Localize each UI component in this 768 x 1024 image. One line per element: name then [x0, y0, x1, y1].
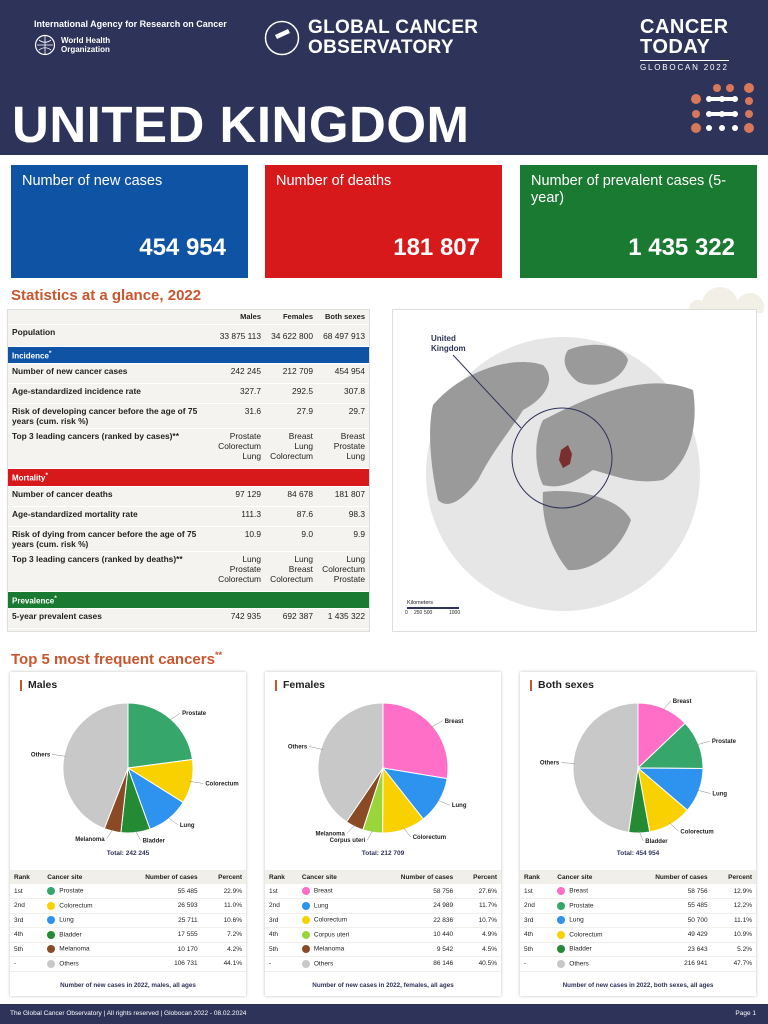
top5-title-sup: **	[214, 650, 222, 660]
scale-tick-2: 500	[424, 610, 433, 616]
row-label: Age-standardized mortality rate	[8, 506, 213, 526]
who-line-2: Organization	[61, 45, 110, 54]
globe-map	[392, 309, 757, 632]
table-row	[520, 957, 756, 972]
pie-label: Prostate	[711, 739, 736, 746]
percent-cell: 10.9%	[712, 928, 756, 943]
rank-cell: 2nd	[265, 899, 298, 914]
col-header: Both sexes	[317, 310, 369, 324]
site-cell	[298, 942, 374, 957]
who-emblem-icon	[34, 34, 56, 56]
cell: 242 245	[213, 364, 265, 384]
band-label: Prevalence	[12, 596, 55, 606]
pie-leader-line	[669, 823, 678, 832]
percent-cell: 11.7%	[457, 899, 501, 914]
cell: Lung Prostate Colorectum	[213, 551, 265, 591]
kpi-value: 1 435 322	[628, 234, 735, 261]
cases-cell: 23 643	[627, 942, 711, 957]
pie-leader-line	[431, 721, 443, 727]
th-rank: Rank	[520, 870, 553, 884]
stat-row	[8, 526, 369, 551]
pie-label: Bladder	[142, 838, 165, 845]
site-name: Breast	[569, 887, 589, 895]
pie-label: Lung	[179, 822, 195, 829]
table-row	[10, 913, 246, 928]
iarc-name: International Agency for Research on Cancer	[34, 19, 227, 29]
cell: Lung Colorectum Prostate	[317, 551, 369, 591]
cases-cell: 106 731	[117, 957, 201, 972]
rank-cell: 4th	[265, 928, 298, 943]
th-percent: Percent	[202, 870, 246, 884]
pie-label: Lung	[712, 791, 728, 798]
legend-dot-icon	[557, 902, 565, 910]
footer-text: The Global Cancer Observatory | All rights reserved | Globocan 2022 - 08.02.2024	[10, 1010, 247, 1017]
stat-row	[8, 429, 369, 469]
cases-cell: 58 756	[374, 884, 457, 899]
rank-cell: 5th	[520, 942, 553, 957]
site-name: Corpus uteri	[313, 931, 350, 939]
legend-dot-icon	[302, 931, 310, 939]
row-label: 5-year prevalent cases	[8, 609, 213, 629]
scale-tick-1: 250	[414, 610, 423, 616]
legend-dot-icon	[302, 887, 310, 895]
pie-chart-males	[10, 698, 246, 853]
table-row	[265, 899, 501, 914]
card-caption: Number of new cases in 2022, both sexes, all ages	[562, 982, 714, 989]
site-name: Lung	[59, 916, 74, 924]
cases-cell: 50 700	[627, 913, 711, 928]
site-cell	[553, 899, 627, 914]
cases-cell: 22 836	[374, 913, 457, 928]
rank-cell: 2nd	[10, 899, 43, 914]
cell: 9.0	[265, 526, 317, 551]
decorative-dots-icon	[690, 82, 760, 138]
rank-cell: 3rd	[10, 913, 43, 928]
row-label: Risk of dying from cancer before the age of 75 years (cum. risk %)	[8, 526, 213, 551]
rank-cell: 2nd	[520, 899, 553, 914]
top5-title-text: Top 5 most frequent cancers	[11, 651, 215, 668]
map-label-1: United	[431, 334, 456, 343]
table-row	[10, 899, 246, 914]
cell: 34 622 800	[265, 324, 317, 346]
th-site: Cancer site	[553, 870, 627, 884]
site-name: Breast	[313, 887, 333, 895]
legend-dot-icon	[557, 960, 565, 968]
cell: 307.8	[317, 384, 369, 404]
kpi-label: Number of new cases	[22, 173, 163, 189]
site-cell	[298, 957, 374, 972]
cases-cell: 10 170	[117, 942, 201, 957]
table-row	[520, 884, 756, 899]
kpi-deaths	[265, 165, 502, 278]
legend-dot-icon	[47, 887, 55, 895]
legend-dot-icon	[302, 916, 310, 924]
legend-dot-icon	[557, 945, 565, 953]
pie-label: Breast	[444, 718, 464, 725]
site-name: Lung	[313, 902, 329, 910]
pie-total: Total: 242 245	[106, 850, 150, 857]
top5-title	[11, 650, 222, 668]
gco-line-2: OBSERVATORY	[308, 37, 454, 58]
stat-row	[8, 364, 369, 384]
rank-cell: 3rd	[520, 913, 553, 928]
rank-cell: 1st	[10, 884, 43, 899]
percent-cell: 12.9%	[712, 884, 756, 899]
site-cell	[43, 884, 117, 899]
cases-cell: 9 542	[374, 942, 457, 957]
pie-label: Colorectum	[205, 781, 239, 788]
pie-slice	[383, 703, 448, 779]
percent-cell: 40.5%	[457, 957, 501, 972]
header-band	[0, 0, 768, 155]
mortality-band	[8, 469, 369, 487]
table-row	[10, 928, 246, 943]
pie-total: Total: 212 709	[361, 850, 405, 857]
cell: 87.6	[265, 506, 317, 526]
cell: 454 954	[317, 364, 369, 384]
th-cases: Number of cases	[374, 870, 457, 884]
pie-label: Melanoma	[315, 831, 345, 838]
band-sup: *	[48, 349, 52, 357]
pie-label: Colorectum	[680, 829, 714, 836]
pie-label: Others	[539, 760, 560, 767]
band-label: Mortality	[12, 473, 46, 483]
cell: 68 497 913	[317, 324, 369, 346]
kpi-label: Number of prevalent cases (5-year)	[531, 173, 727, 206]
cell: Lung Breast Colorectum	[265, 551, 317, 591]
site-cell	[298, 899, 374, 914]
card-females	[265, 672, 501, 996]
rank-cell: 1st	[265, 884, 298, 899]
rank-cell: 4th	[10, 928, 43, 943]
gco-logo	[264, 18, 478, 58]
cases-cell: 86 146	[374, 957, 457, 972]
page-number: Page 1	[735, 1010, 756, 1017]
stat-row	[8, 609, 369, 629]
percent-cell: 4.2%	[202, 942, 246, 957]
scale-tick-3: 1000	[449, 610, 461, 616]
site-name: Colorectum	[569, 931, 603, 939]
incidence-band	[8, 346, 369, 364]
rank-table	[520, 870, 756, 972]
ct-line-1: CANCER	[640, 16, 729, 38]
row-label: Population	[8, 324, 213, 346]
cell: 10.9	[213, 526, 265, 551]
th-percent: Percent	[712, 870, 756, 884]
legend-dot-icon	[302, 960, 310, 968]
site-cell	[43, 899, 117, 914]
percent-cell: 12.2%	[712, 899, 756, 914]
rank-cell: -	[10, 957, 43, 972]
gco-line-1: GLOBAL CANCER	[308, 17, 479, 38]
site-cell	[553, 913, 627, 928]
th-site: Cancer site	[298, 870, 374, 884]
th-cases: Number of cases	[117, 870, 201, 884]
globe-svg	[393, 310, 758, 633]
cell: 212 709	[265, 364, 317, 384]
stat-row	[8, 486, 369, 506]
percent-cell: 44.1%	[202, 957, 246, 972]
pie-label: Melanoma	[75, 836, 105, 843]
table-row	[265, 957, 501, 972]
cancer-today-logo	[640, 17, 729, 72]
th-rank: Rank	[10, 870, 43, 884]
pie-chart-females	[265, 698, 501, 853]
band-sup: *	[54, 594, 57, 602]
pie-label: Others	[287, 744, 308, 751]
table-row	[520, 942, 756, 957]
site-name: Colorectum	[313, 916, 348, 924]
scale-title: Kilometers	[407, 600, 433, 606]
site-cell	[43, 957, 117, 972]
percent-cell: 22.9%	[202, 884, 246, 899]
cases-cell: 55 485	[627, 899, 711, 914]
country-title: UNITED KINGDOM	[12, 96, 470, 153]
table-row	[265, 928, 501, 943]
rank-cell: 5th	[10, 942, 43, 957]
cases-cell: 58 756	[627, 884, 711, 899]
pie-label: Breast	[672, 698, 692, 705]
site-cell	[553, 884, 627, 899]
percent-cell: 10.6%	[202, 913, 246, 928]
rank-table	[265, 870, 501, 972]
cases-cell: 216 941	[627, 957, 711, 972]
card-title: Males	[20, 680, 57, 691]
table-row	[10, 957, 246, 972]
cases-cell: 49 429	[627, 928, 711, 943]
cell: Breast Prostate Lung	[317, 429, 369, 469]
pie-leader-line	[437, 800, 450, 805]
kpi-prevalent	[520, 165, 757, 278]
th-percent: Percent	[457, 870, 501, 884]
card-both-sexes	[520, 672, 756, 996]
cell: 181 807	[317, 486, 369, 506]
card-caption: Number of new cases in 2022, females, all ages	[312, 982, 454, 989]
legend-dot-icon	[47, 960, 55, 968]
site-name: Others	[313, 960, 334, 968]
cell: 98.3	[317, 506, 369, 526]
footer	[0, 1004, 768, 1024]
legend-dot-icon	[47, 916, 55, 924]
rank-table	[10, 870, 246, 972]
table-row	[520, 913, 756, 928]
legend-dot-icon	[47, 945, 55, 953]
pie-label: Bladder	[645, 838, 668, 845]
pie-label: Prostate	[182, 711, 207, 718]
cell: 84 678	[265, 486, 317, 506]
table-row	[265, 913, 501, 928]
kpi-value: 181 807	[393, 234, 480, 261]
rank-cell: 4th	[520, 928, 553, 943]
legend-dot-icon	[302, 902, 310, 910]
gco-telescope-icon	[264, 20, 300, 56]
kpi-value: 454 954	[139, 234, 226, 261]
pie-label: Lung	[451, 803, 467, 810]
band-label: Incidence	[12, 351, 49, 361]
pie-label: Corpus uteri	[329, 838, 366, 845]
site-cell	[43, 942, 117, 957]
cell: 742 935	[213, 609, 265, 629]
cell: 9.9	[317, 526, 369, 551]
col-header: Males	[213, 310, 265, 324]
site-name: Bladder	[569, 945, 592, 953]
site-name: Others	[59, 960, 79, 968]
rank-cell: 1st	[520, 884, 553, 899]
site-name: Colorectum	[59, 902, 93, 910]
stats-table	[8, 310, 369, 629]
row-label: Age-standardized incidence rate	[8, 384, 213, 404]
row-label: Number of cancer deaths	[8, 486, 213, 506]
site-cell	[43, 913, 117, 928]
cell: 692 387	[265, 609, 317, 629]
card-title: Females	[275, 680, 325, 691]
who-logo	[34, 34, 110, 56]
row-label: Top 3 leading cancers (ranked by deaths)**	[8, 551, 213, 591]
population-row	[8, 324, 369, 346]
cell: 327.7	[213, 384, 265, 404]
legend-dot-icon	[557, 931, 565, 939]
who-line-1: World Health	[61, 36, 111, 45]
percent-cell: 47.7%	[712, 957, 756, 972]
percent-cell: 11.0%	[202, 899, 246, 914]
pie-label: Colorectum	[412, 835, 447, 842]
rank-cell: -	[520, 957, 553, 972]
kpi-label: Number of deaths	[276, 173, 392, 189]
cases-cell: 25 711	[117, 913, 201, 928]
cell: 29.7	[317, 404, 369, 429]
cell: 1 435 322	[317, 609, 369, 629]
site-name: Bladder	[59, 931, 82, 939]
stat-row	[8, 506, 369, 526]
table-row	[265, 942, 501, 957]
pie-chart-both-sexes	[520, 698, 756, 853]
table-row	[10, 942, 246, 957]
cell: 97 129	[213, 486, 265, 506]
percent-cell: 5.2%	[712, 942, 756, 957]
stat-row	[8, 404, 369, 429]
cell: 111.3	[213, 506, 265, 526]
site-cell	[298, 928, 374, 943]
cases-cell: 10 440	[374, 928, 457, 943]
pie-leader-line	[170, 713, 181, 721]
pie-leader-line	[663, 701, 671, 710]
stat-row	[8, 551, 369, 591]
stats-title: Statistics at a glance, 2022	[11, 287, 202, 304]
site-name: Melanoma	[313, 945, 345, 953]
th-cases: Number of cases	[627, 870, 711, 884]
table-row	[265, 884, 501, 899]
table-row	[520, 928, 756, 943]
site-name: Others	[569, 960, 589, 968]
row-label: Number of new cancer cases	[8, 364, 213, 384]
percent-cell: 4.9%	[457, 928, 501, 943]
legend-dot-icon	[557, 887, 565, 895]
legend-dot-icon	[47, 902, 55, 910]
pie-total: Total: 454 954	[616, 850, 660, 857]
th-site: Cancer site	[43, 870, 117, 884]
percent-cell: 4.5%	[457, 942, 501, 957]
col-header: Females	[265, 310, 317, 324]
site-name: Lung	[569, 916, 584, 924]
site-cell	[298, 913, 374, 928]
row-label: Risk of developing cancer before the age of 75 years (cum. risk %)	[8, 404, 213, 429]
site-cell	[553, 942, 627, 957]
stats-table-panel	[7, 309, 370, 632]
site-cell	[298, 884, 374, 899]
cases-cell: 17 555	[117, 928, 201, 943]
prevalence-band	[8, 591, 369, 609]
rank-cell: 5th	[265, 942, 298, 957]
percent-cell: 11.1%	[712, 913, 756, 928]
pie-slice	[573, 703, 638, 832]
site-name: Prostate	[569, 902, 594, 910]
pie-label: Others	[30, 752, 51, 759]
site-cell	[553, 928, 627, 943]
scale-bar	[407, 607, 459, 609]
cases-cell: 55 485	[117, 884, 201, 899]
th-rank: Rank	[265, 870, 298, 884]
cell: Prostate Colorectum Lung	[213, 429, 265, 469]
scale-tick-0: 0	[405, 610, 408, 616]
site-cell	[43, 928, 117, 943]
map-label-2: Kingdom	[431, 344, 466, 353]
table-row	[520, 899, 756, 914]
pie-leader-line	[347, 825, 355, 834]
kpi-new-cases	[11, 165, 248, 278]
legend-dot-icon	[557, 916, 565, 924]
cell: 27.9	[265, 404, 317, 429]
percent-cell: 7.2%	[202, 928, 246, 943]
cell: 33 875 113	[213, 324, 265, 346]
row-label: Top 3 leading cancers (ranked by cases)**	[8, 429, 213, 469]
site-name: Melanoma	[59, 945, 90, 953]
site-cell	[553, 957, 627, 972]
card-males	[10, 672, 246, 996]
cell: 31.6	[213, 404, 265, 429]
cell: 292.5	[265, 384, 317, 404]
cell: Breast Lung Colorectum	[265, 429, 317, 469]
band-sup: *	[45, 472, 48, 480]
percent-cell: 10.7%	[457, 913, 501, 928]
ct-line-2: TODAY	[640, 36, 711, 58]
rank-cell: -	[265, 957, 298, 972]
percent-cell: 27.6%	[457, 884, 501, 899]
site-name: Prostate	[59, 887, 84, 895]
rank-cell: 3rd	[265, 913, 298, 928]
table-row	[10, 884, 246, 899]
cases-cell: 24 989	[374, 899, 457, 914]
legend-dot-icon	[302, 945, 310, 953]
legend-dot-icon	[47, 931, 55, 939]
ct-subtitle: GLOBOCAN 2022	[640, 60, 729, 72]
pie-leader-line	[168, 817, 178, 825]
cases-cell: 26 593	[117, 899, 201, 914]
stat-row	[8, 384, 369, 404]
card-title: Both sexes	[530, 680, 594, 691]
card-caption: Number of new cases in 2022, males, all ages	[60, 982, 196, 989]
